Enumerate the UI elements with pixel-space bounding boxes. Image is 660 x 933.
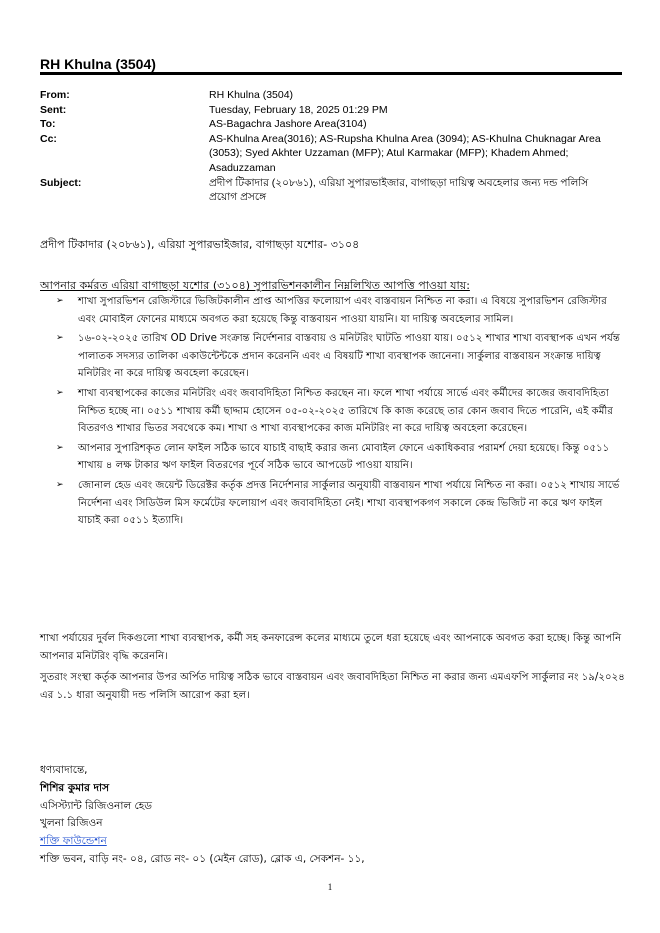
body-paragraph-penalty: সুতরাং সংস্থা কর্তৃক আপনার উপর অর্পিত দায়িত্ব সঠিক ভাবে বাস্তবায়ন এবং জবাবদিহিতা নিশ্চিত না করার জন্য এমএফপি সার্কুলার নং ১৯/২০২৪ এর ১.১ ধারা অনুযায়ী দন্ড পলিসি আরোপ করা হল। (40, 672, 625, 701)
arrow-bullet-icon: ➢ (56, 479, 64, 490)
header-row-from (40, 88, 622, 103)
to-value: AS-Bagachra Jashore Area(3104) (209, 118, 367, 131)
arrow-bullet-icon: ➢ (56, 442, 64, 453)
list-item (40, 293, 625, 328)
list-item-text: জোনাল হেড এবং জয়েন্ট ডিরেক্টর কর্তৃক প্রদত্ত নির্দেশনার সার্কুলার অনুযায়ী বাস্তবায়ন শাখা পর্যায়ে নিশ্চিত না করা। ০৫১২ শাখায় সার্ভে নির্দেশনা এবং সিডিউল মিস ফর্মেটের ফলোয়াপ এবং জবাবদিহিতা নেই। শাখা ব্যবস্থাপকগণ সকালে কেন্দ্র ভিজিট না করে ঋণ ফাইল যাচাই করা ০৫১১ ইত্যাদি। (78, 479, 620, 527)
subject-label: Subject: (40, 176, 82, 189)
header-row-sent (40, 103, 622, 118)
from-value: RH Khulna (3504) (209, 89, 294, 101)
list-item (40, 440, 625, 475)
organization-link-text[interactable]: শক্তি ফাউন্ডেশন (40, 835, 107, 848)
page-title: RH Khulna (3504) (40, 56, 156, 72)
header-row-cc (40, 132, 622, 176)
sent-value: Tuesday, February 18, 2025 01:29 PM (209, 103, 388, 116)
list-item-text: শাখা সুপারভিশন রেজিস্টারে ভিজিটকালীন প্রাপ্ত আপত্তির ফলোয়াপ এবং বাস্তবায়ন নিশ্চিত না করা। এ বিষয়ে সুপারভিশন রেজিস্টার এবং মোবাইল ফোনের মাধ্যমে অবগত করা হয়েছে কিন্তু বাস্তবায়ন পাওয়া যায়নি। যা দায়িত্ব অবহেলার সামিল। (78, 296, 607, 325)
intro-line: আপনার কর্মরত এরিয়া বাগাছড়া যশোর (৩১০৪) সুপারভিশনকালীন নিম্নলিখিত আপত্তি পাওয়া যায়: (40, 279, 470, 292)
arrow-bullet-icon: ➢ (56, 296, 64, 306)
subject-value: প্রদীপ টিকাদার (২০৮৬১), এরিয়া সুপারভাইজার, বাগাছড়া দায়িত্ব অবহেলার জন্য দন্ড পলিসি প্রয়োগ প্রসঙ্গে (209, 176, 589, 204)
list-item-text: ১৬-০২-২০২৫ তারিখ OD Drive সংক্রান্ত নির্দেশনার বাস্তবায় ও মনিটরিং ঘাটতি পাওয়া যায়। ০৫১২ শাখার শাখা ব্যবস্থাপক এখন পর্যন্ত পালাতক সদস্যর তালিকা একাউন্টেন্টকে প্রদান করেননি এবং এ বিষয়টি শাখা ব্যবস্থাপক জানেনা। সার্কুলার বাস্তবায়ন সংক্রান্ত দায়িত্ব মনিটরিং না করে দায়িত্ব অবহেলা করেছেন। (78, 333, 620, 380)
signer-name: শিশির কুমার দাস (40, 781, 110, 794)
list-item (40, 385, 625, 438)
arrow-bullet-icon: ➢ (56, 387, 64, 398)
signer-region: খুলনা রিজিওন (40, 817, 103, 830)
header-row-subject (40, 176, 622, 205)
sent-label: Sent: (40, 103, 67, 116)
to-label: To: (40, 118, 56, 131)
salutation-line: প্রদীপ টিকাদার (২০৮৬১), এরিয়া সুপারভাইজার, বাগাছড়া যশোর- ৩১০৪ (40, 238, 360, 251)
title-divider (40, 72, 622, 75)
list-item (40, 330, 625, 383)
organization-link[interactable] (40, 833, 365, 851)
page-number: 1 (327, 882, 333, 892)
email-header-table (40, 88, 622, 205)
signer-designation: এসিস্ট্যান্ট রিজিওনাল হেড (40, 799, 153, 812)
signature-block (40, 762, 365, 869)
list-item-text: আপনার সুপারিশকৃত লোন ফাইল সঠিক ভাবে যাচাই বাছাই করার জন্য মোবাইল ফোনে একাধিকবার পরামর্শ দেয়া হয়েছে। কিন্তু ০৫১১ শাখায় ৪ লক্ষ টাকার ঋণ ফাইল বিতরণের পূর্বে সঠিক ভাবে আপডেট পাওয়া যায়নি। (78, 442, 610, 472)
arrow-bullet-icon: ➢ (56, 333, 64, 344)
body-paragraph-conference: শাখা পর্যায়ের দুর্বল দিকগুলো শাখা ব্যবস্থাপক, কর্মী সহ কনফারেন্স কলের মাধ্যমে তুলে ধরা হয়েছে এবং আপনাকে অবগত করা হচ্ছে। কিন্তু আপনি আপনার মনিটরিং বৃদ্ধি করেননি। (40, 633, 622, 662)
objection-list (40, 293, 625, 532)
list-item (40, 477, 625, 530)
cc-value: AS-Khulna Area(3016); AS-Rupsha Khulna Area (3094); AS-Khulna Chuknagar Area (3053); Syed Akhter Uzzaman (MFP); Atul Karmakar (MFP); Khadem Ahmed; Asaduzzaman (209, 132, 601, 174)
cc-label: Cc: (40, 132, 57, 145)
signer-address: শক্তি ভবন, বাড়ি নং- ০৪, রোড নং- ০১ (মেইন রোড), ব্লোক এ, সেকশন- ১১, (40, 852, 365, 865)
from-label: From: (40, 89, 70, 101)
list-item-text: শাখা ব্যবস্থাপকের কাজের মনিটরিং এবং জবাবদিহিতা নিশ্চিত করছেন না। ফলে শাখা পর্যায়ে সার্ভে এবং কর্মীদের কাজের জবাবদিহিতা নিশ্চিত হচ্ছে না। ০৫১১ শাখায় কর্মী ছাদ্দাম হোসেন ০৫-০২-২০২৫ তারিখে কি কাজ করেছে তার কোন জবাব দিতে পারেনি, এই কর্মীর বিতরণও শাখার ভিতর সবথেকে কম। শাখা ও শাখা ব্যবস্থাপকের কাজ মনিটরিং না করে দায়িত্ব অবহেলা করেছেন। (78, 387, 613, 435)
closing-regards: ধণ্যবাদান্তে, (40, 764, 88, 776)
header-row-to (40, 117, 622, 132)
